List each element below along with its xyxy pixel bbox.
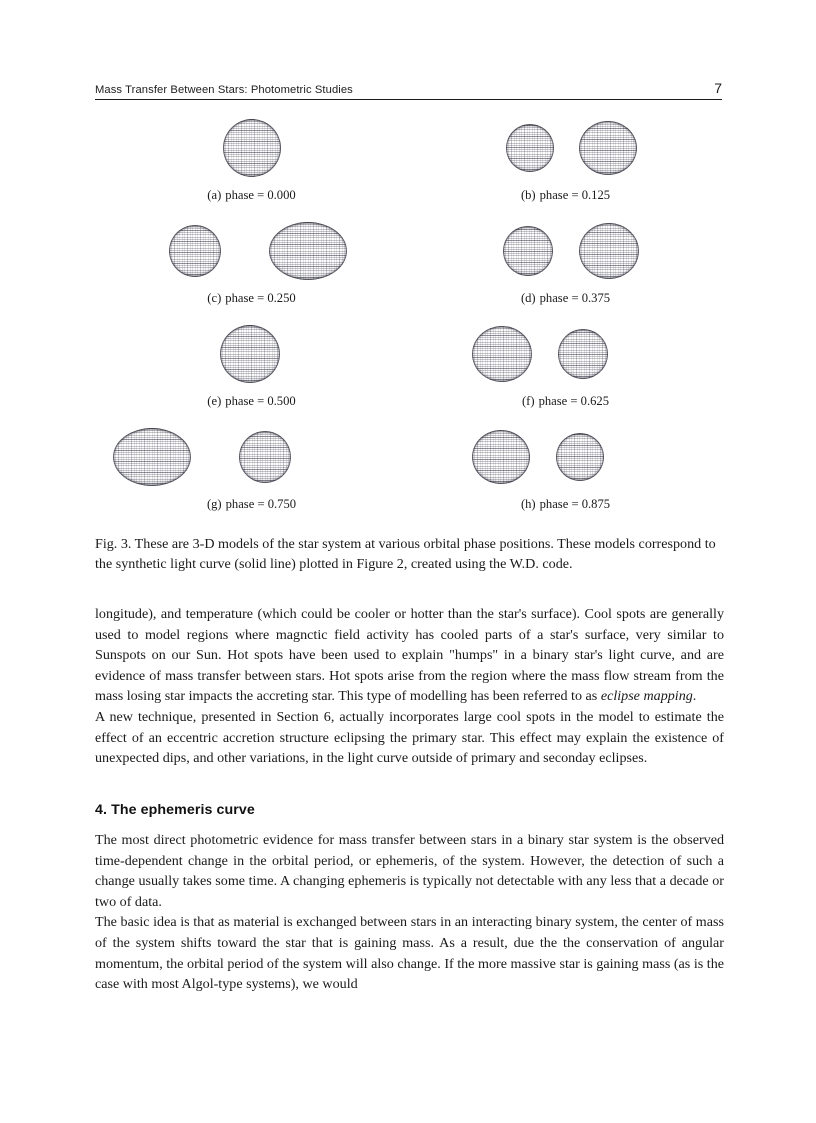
star-model-sphere (113, 428, 191, 486)
figure-row (95, 108, 722, 211)
subcaption-phase: phase = 0.000 (225, 188, 296, 202)
section-heading-4: 4. The ephemeris curve (95, 802, 255, 818)
figure-panel-c (95, 211, 408, 314)
star-system-render (95, 211, 408, 291)
figure-3-star-models (95, 108, 722, 523)
figure-subcaption (409, 291, 722, 306)
figure-subcaption (95, 188, 408, 203)
figure-subcaption (409, 394, 722, 409)
figure-row (95, 211, 722, 314)
figure-panel-e (95, 314, 408, 417)
figure-row (95, 417, 722, 520)
star-model-sphere (558, 329, 608, 379)
star-model-sphere (169, 225, 221, 277)
star-model-sphere (503, 226, 553, 276)
star-model-sphere (506, 124, 554, 172)
figure-panel-f (409, 314, 722, 417)
star-model-sphere (556, 433, 604, 481)
figure-subcaption (95, 497, 408, 512)
star-system-render (95, 417, 408, 497)
star-system-render (95, 108, 408, 188)
paragraph-spots-text-a: longitude), and temperature (which could be cooler or hotter than the star's surface). Cool spots are generally used to model regions where magnctic field activity has cooled parts of a star's surface, very similar to Sunspots on our Sun. Hot spots have been used to explain "humps" in a binary star's light curve, and are evidence of mass transfer between stars. Hot spots arise from the region where the mass flow stream from the mass losing star impacts the accreting star. This type of modelling has been referred to as (95, 606, 724, 705)
eclipse-mapping-emphasis: eclipse mapping (600, 688, 693, 705)
star-model-sphere (472, 326, 532, 382)
page-header (95, 80, 722, 100)
subcaption-phase: phase = 0.500 (225, 394, 296, 408)
figure-panel-a (95, 108, 408, 211)
subcaption-phase: phase = 0.625 (538, 394, 609, 408)
figure-subcaption (409, 188, 722, 203)
star-system-render (409, 417, 722, 497)
body-text-block-1 (95, 604, 724, 769)
figure-subcaption (95, 394, 408, 409)
subcaption-phase: phase = 0.125 (539, 188, 611, 202)
figure-subcaption (409, 497, 722, 512)
paragraph-spots-text-b: . (692, 688, 697, 705)
subcaption-label: (a) (207, 188, 222, 202)
subcaption-label: (d) (520, 291, 536, 305)
page-number: 7 (714, 80, 722, 96)
figure-panel-b (409, 108, 722, 211)
figure-panel-d (409, 211, 722, 314)
star-system-render (409, 108, 722, 188)
subcaption-phase: phase = 0.375 (539, 291, 611, 305)
subcaption-label: (h) (520, 497, 536, 511)
paragraph-basic-idea: The basic idea is that as material is exchanged between stars in an interacting binary system, the center of mass of the system shifts toward the star that is gaining mass. As a result, due the the conservation of angular momentum, the orbital period of the system will also change. If the more massive star is gaining mass (as is the case with most Algol-type systems), we would (95, 914, 724, 993)
star-system-render (95, 314, 408, 394)
star-model-sphere (579, 223, 639, 279)
subcaption-phase: phase = 0.750 (225, 497, 297, 511)
subcaption-label: (g) (206, 497, 222, 511)
subcaption-label: (e) (207, 394, 222, 408)
subcaption-phase: phase = 0.875 (539, 497, 611, 511)
running-head-title: Mass Transfer Between Stars: Photometric Studies (95, 84, 353, 96)
subcaption-phase: phase = 0.250 (225, 291, 296, 305)
star-model-sphere (239, 431, 291, 483)
star-system-render (409, 314, 722, 394)
figure-3-caption: Fig. 3. These are 3-D models of the star system at various orbital phase positions. These models correspond to the synthetic light curve (solid line) plotted in Figure 2, created using the W.D. code. (95, 536, 716, 573)
paragraph-ephemeris-evidence: The most direct photometric evidence for mass transfer between stars in a binary star system is the observed time-dependent change in the orbital period, or ephemeris, of the system. However, the detection of such a change usually takes some time. A changing ephemeris is typically not detectable with any less that a decade or two of data. (95, 832, 724, 910)
figure-row (95, 314, 722, 417)
star-model-sphere (223, 119, 281, 177)
subcaption-label: (b) (520, 188, 536, 202)
figure-panel-g (95, 417, 408, 520)
star-model-sphere (579, 121, 637, 175)
star-model-sphere (220, 325, 280, 383)
star-system-render (409, 211, 722, 291)
body-text-block-2 (95, 830, 724, 995)
paragraph-spots (95, 604, 724, 707)
star-model-sphere (472, 430, 530, 484)
paragraph-new-technique: A new technique, presented in Section 6, actually incorporates large cool spots in the model to estimate the effect of an eccentric accretion structure eclipsing the primary star. This effect may explain the existence of unexpected dips, and other variations, in the light curve outside of primary and seconday eclipses. (95, 708, 724, 767)
star-model-sphere (269, 222, 347, 280)
subcaption-label: (f) (521, 394, 535, 408)
subcaption-label: (c) (207, 291, 222, 305)
figure-panel-h (409, 417, 722, 520)
figure-subcaption (95, 291, 408, 306)
